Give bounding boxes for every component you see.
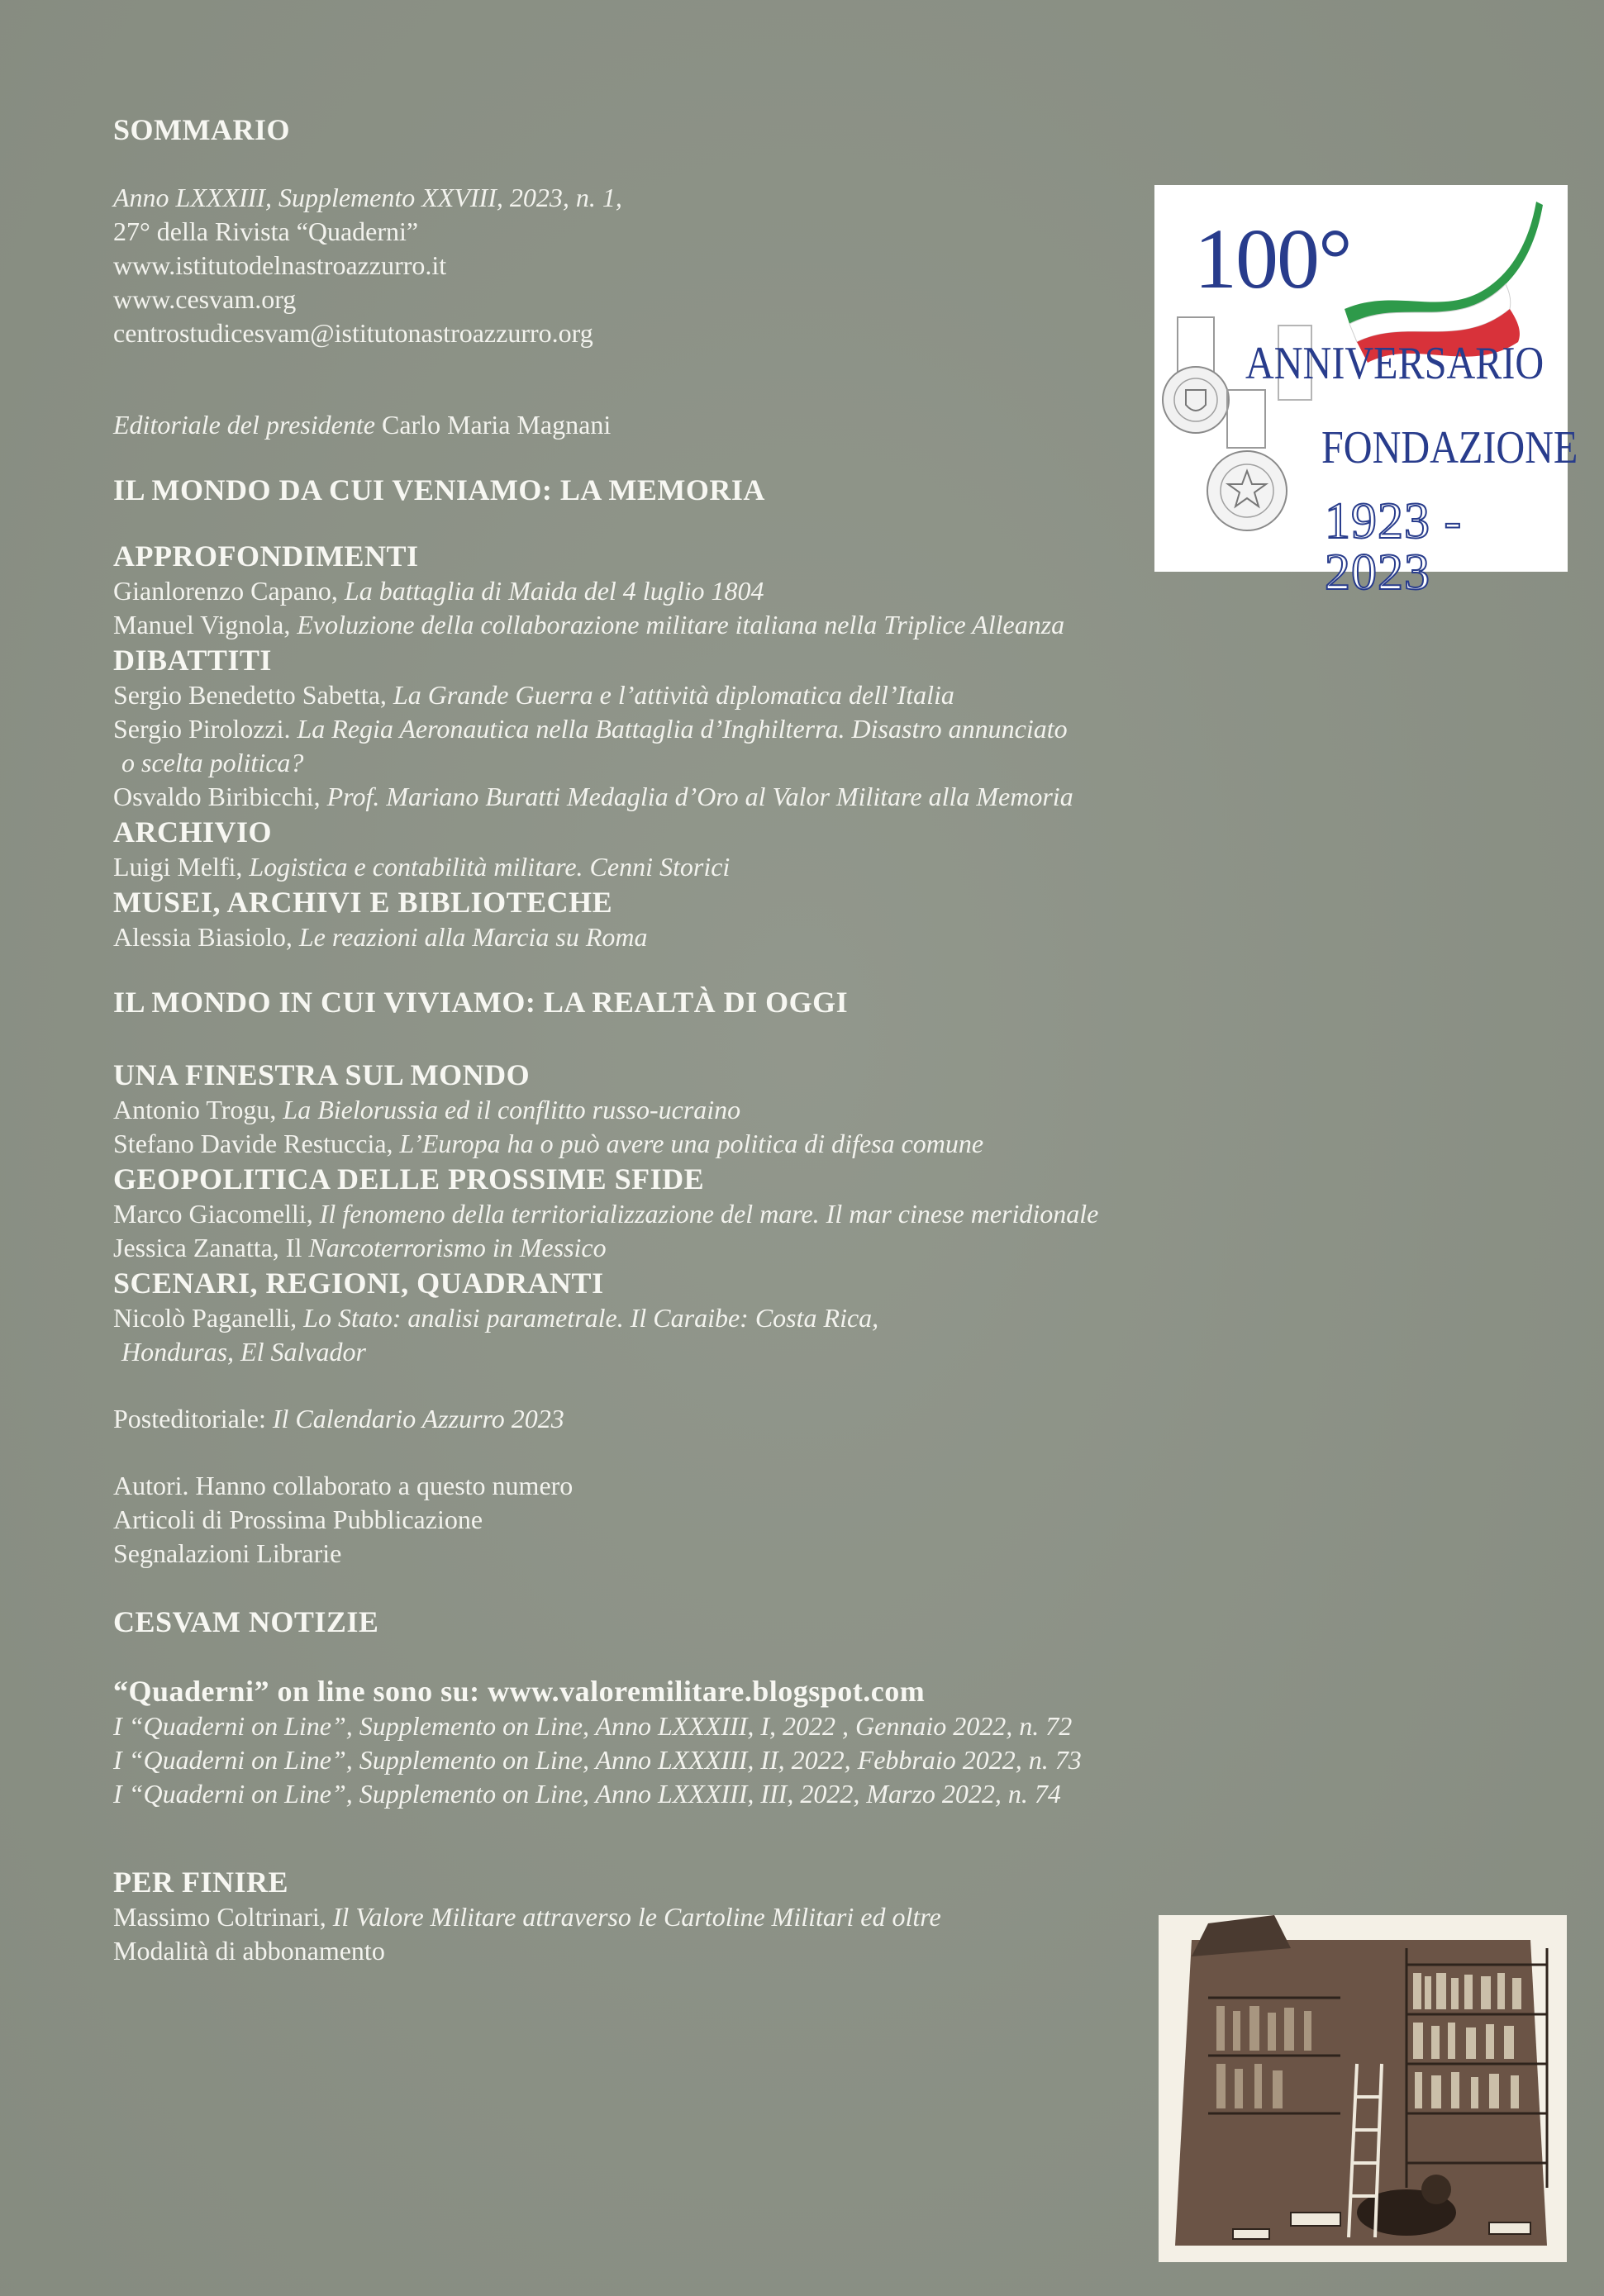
section-archivio <box>113 850 1270 884</box>
online-line: I “Quaderni on Line”, Supplemento on Line, Anno LXXXIII, III, 2022, Marzo 2022, n. 74 <box>113 1779 1061 1809</box>
entry-title: L’Europa ha o può avere una politica di difesa comune <box>399 1129 984 1158</box>
entry-title: Il Valore Militare attraverso le Cartoline Militari ed oltre <box>332 1902 941 1932</box>
entry-title: La Grande Guerra e l’attività diplomatica dell’Italia <box>393 680 954 710</box>
toc-entry <box>113 712 1270 746</box>
entry-author: Stefano Davide Restuccia, <box>113 1129 400 1158</box>
entry-author: Gianlorenzo Capano, <box>113 576 345 606</box>
toc-entry <box>113 1231 1270 1265</box>
section-approfondimenti <box>113 574 1270 642</box>
online-title: “Quaderni” on line sono su: www.valoremilitare.blogspot.com <box>113 1675 926 1708</box>
online-line: I “Quaderni on Line”, Supplemento on Line, Anno LXXXIII, I, 2022 , Gennaio 2022, n. 72 <box>113 1711 1073 1741</box>
entry-author: Manuel Vignola, <box>113 610 297 639</box>
posteditoriale-title: Il Calendario Azzurro 2023 <box>272 1404 564 1433</box>
entry-author: Antonio Trogu, <box>113 1095 283 1124</box>
section-dibattiti <box>113 678 1270 814</box>
entry-author: Sergio Benedetto Sabetta, <box>113 680 393 710</box>
misc-line: Articoli di Prossima Pubblicazione <box>113 1505 483 1534</box>
logo-fondazione: FONDAZIONE <box>1321 422 1578 473</box>
misc-line: Autori. Hanno collaborato a questo numero <box>113 1471 574 1500</box>
entry-author: Osvaldo Biribicchi, <box>113 782 327 811</box>
entry-title: o scelta politica? <box>121 748 304 777</box>
editoriale-label: Editoriale del presidente <box>113 410 375 440</box>
header-block <box>113 181 1270 350</box>
toc-entry <box>113 1301 1270 1335</box>
entry-title: Le reazioni alla Marcia su Roma <box>298 922 648 952</box>
part1-title: IL MONDO DA CUI VENIAMO: LA MEMORIA <box>113 473 765 506</box>
entry-title: Lo Stato: analisi parametrale. Il Caraibe: Costa Rica, <box>303 1303 879 1333</box>
medal-icon <box>1207 451 1287 530</box>
toc-entry <box>113 1197 1270 1231</box>
entry-author: Modalità di abbonamento <box>113 1936 385 1966</box>
section-title-dibattiti: DIBATTITI <box>113 644 272 677</box>
toc-entry <box>113 850 1270 884</box>
toc-entry <box>121 746 1270 780</box>
rivista-line: 27° della Rivista “Quaderni” <box>113 216 419 246</box>
section-finestra <box>113 1093 1270 1161</box>
logo-anniversario: ANNIVERSARIO <box>1245 338 1545 389</box>
entry-author: Alessia Biasiolo, <box>113 922 299 952</box>
toc-entry <box>113 574 1270 608</box>
toc-entry <box>113 1934 1270 1968</box>
toc-entry <box>121 1335 1270 1369</box>
email-link[interactable]: centrostudicesvam@istitutonastroazzurro.org <box>113 318 593 348</box>
online-line: I “Quaderni on Line”, Supplemento on Line, Anno LXXXIII, II, 2022, Febbraio 2022, n. 73 <box>113 1745 1082 1775</box>
toc-entry <box>113 608 1270 642</box>
engraving-graphic <box>1159 1915 1567 2262</box>
entry-title: La Regia Aeronautica nella Battaglia d’Inghilterra. Disastro annunciato <box>297 714 1068 744</box>
section-title-finestra: UNA FINESTRA SUL MONDO <box>113 1058 531 1091</box>
website-link-cesvam[interactable]: www.cesvam.org <box>113 284 297 314</box>
medal-ribbon <box>1227 390 1265 448</box>
section-title-approfondimenti: APPROFONDIMENTI <box>113 540 419 573</box>
cesvam-title: CESVAM NOTIZIE <box>113 1605 379 1638</box>
toc-entry <box>113 1093 1270 1127</box>
posteditoriale-label: Posteditoriale: <box>113 1404 273 1433</box>
toc-entry <box>113 1900 1270 1934</box>
entry-title: Narcoterrorismo in Messico <box>308 1233 607 1262</box>
logo-number: 100° <box>1194 212 1351 307</box>
library-engraving-image <box>1159 1915 1567 2262</box>
entry-title: Evoluzione della collaborazione militare italiana nella Triplice Alleanza <box>297 610 1065 639</box>
toc-entry <box>113 678 1270 712</box>
entry-author: Jessica Zanatta, Il <box>113 1233 309 1262</box>
website-link[interactable]: www.istitutodelnastroazzurro.it <box>113 250 447 280</box>
anniversary-logo <box>1154 185 1578 601</box>
section-title-geopolitica: GEOPOLITICA DELLE PROSSIME SFIDE <box>113 1162 705 1196</box>
toc-entry <box>113 920 1270 954</box>
sommario-title: SOMMARIO <box>113 113 290 146</box>
entry-title: Logistica e contabilità militare. Cenni Storici <box>249 852 731 882</box>
issue-line: Anno LXXXIII, Supplemento XXVIII, 2023, n. 1, <box>113 183 622 212</box>
toc-entry <box>113 780 1270 814</box>
section-title-musei: MUSEI, ARCHIVI E BIBLIOTECHE <box>113 886 613 919</box>
section-geopolitica <box>113 1197 1270 1265</box>
section-per-finire <box>113 1900 1270 1968</box>
entry-author: Massimo Coltrinari, <box>113 1902 333 1932</box>
table-of-contents <box>113 112 1270 1968</box>
entry-author: Luigi Melfi, <box>113 852 250 882</box>
reader-head <box>1421 2175 1451 2204</box>
entry-author: Nicolò Paganelli, <box>113 1303 304 1333</box>
section-musei <box>113 920 1270 954</box>
section-title-per-finire: PER FINIRE <box>113 1866 289 1899</box>
entry-title: La battaglia di Maida del 4 luglio 1804 <box>344 576 764 606</box>
entry-title: Honduras, El Salvador <box>121 1337 366 1367</box>
entry-author: Marco Giacomelli, <box>113 1199 320 1229</box>
entry-title: La Bielorussia ed il conflitto russo-ucraino <box>283 1095 741 1124</box>
entry-author: Sergio Pirolozzi. <box>113 714 297 744</box>
entry-title: Prof. Mariano Buratti Medaglia d’Oro al Valor Militare alla Memoria <box>326 782 1073 811</box>
entry-title: Il fenomeno della territorializzazione del mare. Il mar cinese meridionale <box>319 1199 1099 1229</box>
editoriale-name: Carlo Maria Magnani <box>381 410 612 440</box>
logo-years: 1923 - 2023 <box>1325 493 1463 601</box>
editoriale-line <box>113 408 1270 442</box>
posteditoriale-line <box>113 1402 1270 1436</box>
flag-green <box>1345 202 1543 324</box>
section-title-archivio: ARCHIVIO <box>113 815 273 849</box>
medal-icon <box>1163 367 1229 433</box>
section-title-scenari: SCENARI, REGIONI, QUADRANTI <box>113 1267 604 1300</box>
misc-line: Segnalazioni Librarie <box>113 1538 342 1568</box>
toc-entry <box>113 1127 1270 1161</box>
section-scenari <box>113 1301 1270 1369</box>
part2-title: IL MONDO IN CUI VIVIAMO: LA REALTÀ DI OGGI <box>113 986 849 1019</box>
